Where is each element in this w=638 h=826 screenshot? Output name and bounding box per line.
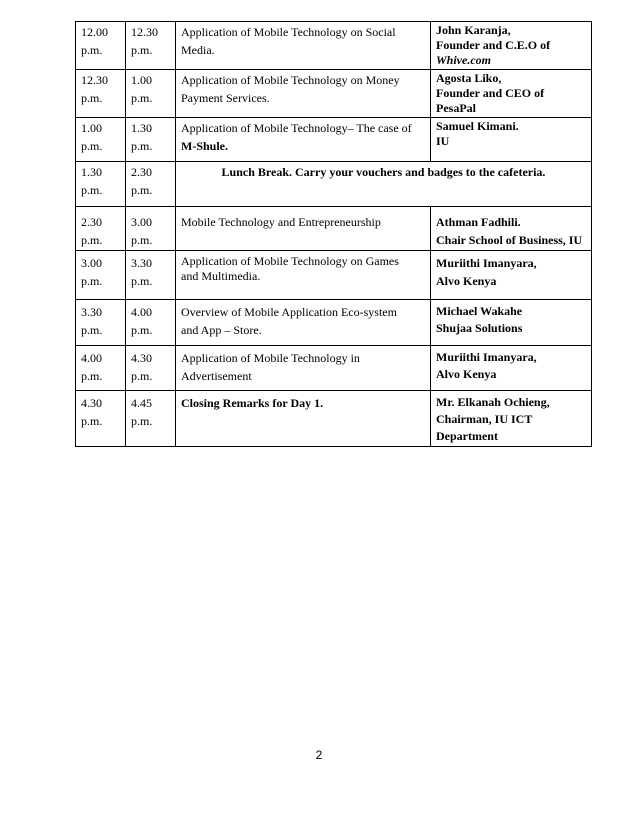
speaker-cell: Muriithi Imanyara, Alvo Kenya: [431, 346, 592, 391]
table-row: [76, 22, 592, 70]
whive-link-text: Whive.com: [436, 53, 491, 67]
speaker-cell: Athman Fadhili. Chair School of Business, IU: [431, 207, 592, 251]
start-time-cell: 2.30 p.m.: [76, 207, 126, 251]
table-row: [76, 70, 592, 118]
topic-cell: Overview of Mobile Application Eco-system and App – Store.: [176, 300, 431, 346]
end-time-cell: 1.30 p.m.: [126, 118, 176, 162]
end-time-cell: 3.00 p.m.: [126, 207, 176, 251]
topic-cell: Application of Mobile Technology in Advertisement: [176, 346, 431, 391]
end-time-cell: 4.30 p.m.: [126, 346, 176, 391]
start-time-cell: 3.30 p.m.: [76, 300, 126, 346]
topic-cell: Application of Mobile Technology on Money Payment Services.: [176, 70, 431, 118]
end-time-cell: 4.00 p.m.: [126, 300, 176, 346]
speaker-cell: Agosta Liko, Founder and CEO of PesaPal: [431, 70, 592, 118]
end-time-cell: 1.00 p.m.: [126, 70, 176, 118]
lunch-break-cell: Lunch Break. Carry your vouchers and badges to the cafeteria.: [176, 162, 592, 207]
table-row: [76, 346, 592, 391]
speaker-cell: Samuel Kimani. IU: [431, 118, 592, 162]
start-time-cell: 12.00 p.m.: [76, 22, 126, 70]
end-time-cell: 12.30 p.m.: [126, 22, 176, 70]
table-row: [76, 207, 592, 251]
end-time-cell: 3.30 p.m.: [126, 251, 176, 300]
start-time-cell: 1.00 p.m.: [76, 118, 126, 162]
topic-cell: Mobile Technology and Entrepreneurship: [176, 207, 431, 251]
table-row: [76, 300, 592, 346]
page-number: 2: [315, 748, 323, 762]
speaker-cell: Michael Wakahe Shujaa Solutions: [431, 300, 592, 346]
table-row: [76, 391, 592, 447]
end-time-cell: 2.30 p.m.: [126, 162, 176, 207]
topic-cell: Application of Mobile Technology on Games and Multimedia.: [176, 251, 431, 300]
topic-cell: Closing Remarks for Day 1.: [176, 391, 431, 447]
table-row: [76, 162, 592, 207]
table-row: [76, 251, 592, 300]
start-time-cell: 1.30 p.m.: [76, 162, 126, 207]
speaker-cell: Muriithi Imanyara, Alvo Kenya: [431, 251, 592, 300]
end-time-cell: 4.45 p.m.: [126, 391, 176, 447]
start-time-cell: 4.00 p.m.: [76, 346, 126, 391]
speaker-cell: Mr. Elkanah Ochieng, Chairman, IU ICT Department: [431, 391, 592, 447]
start-time-cell: 3.00 p.m.: [76, 251, 126, 300]
topic-cell: Application of Mobile Technology on Social Media.: [176, 22, 431, 70]
start-time-cell: 4.30 p.m.: [76, 391, 126, 447]
start-time-cell: 12.30 p.m.: [76, 70, 126, 118]
topic-cell: Application of Mobile Technology– The case of M-Shule.: [176, 118, 431, 162]
schedule-table: [75, 21, 592, 447]
speaker-cell: John Karanja, Founder and C.E.O of Whive.com: [431, 22, 592, 70]
table-row: [76, 118, 592, 162]
